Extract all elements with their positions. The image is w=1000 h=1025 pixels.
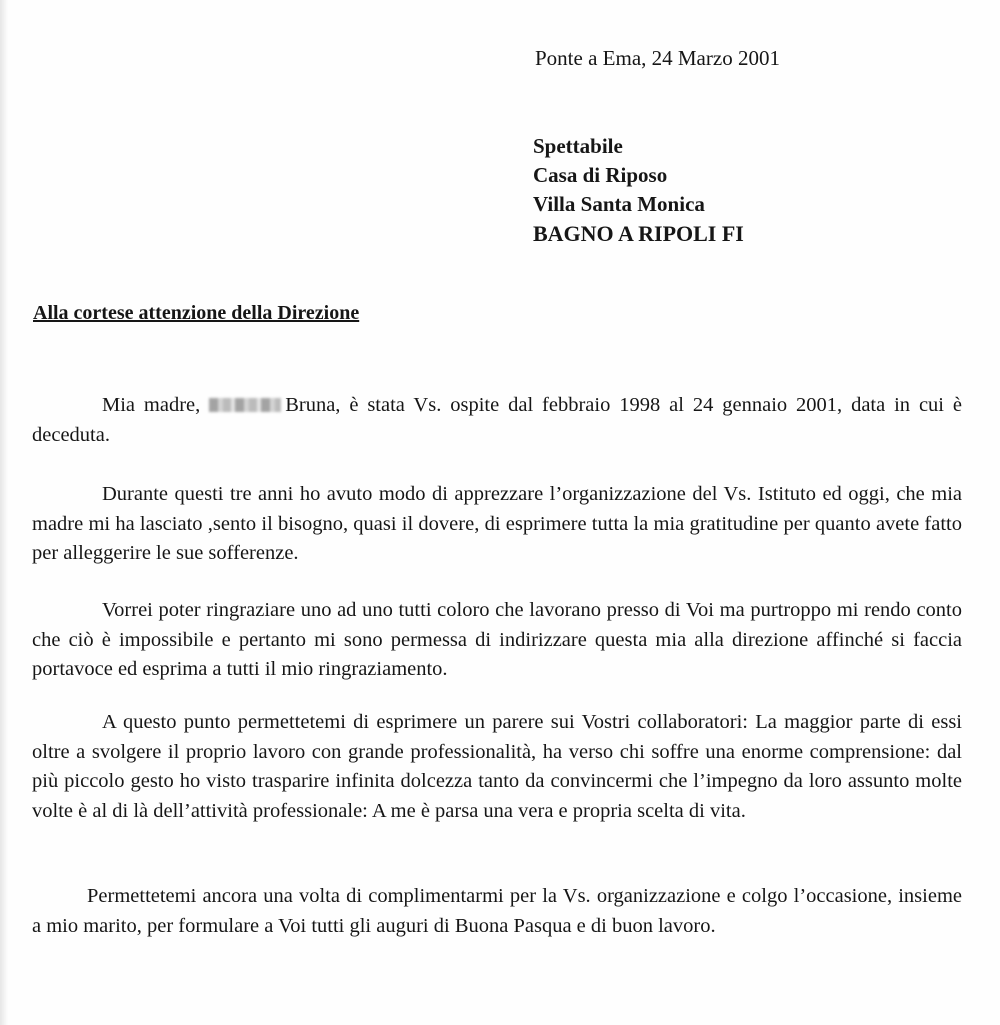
letter-date: Ponte a Ema, 24 Marzo 2001 — [535, 46, 780, 70]
redacted-surname — [209, 398, 281, 412]
paragraph-1 — [32, 391, 962, 450]
recipient-line-1: Spettabile — [533, 134, 623, 158]
recipient-line-4: BAGNO A RIPOLI FI — [533, 221, 744, 246]
recipient-address — [533, 132, 744, 248]
recipient-line-3: Villa Santa Monica — [533, 192, 705, 216]
paragraph-3: Vorrei poter ringraziare uno ad uno tutti coloro che lavorano presso di Voi ma purtroppo mi rendo conto che ciò è impossibile e pertanto mi sono permessa di indirizzare questa mia alla direzione affinché si faccia portavoce ed esprima a tutti il mio ringraziamento. — [32, 599, 962, 680]
recipient-line-2: Casa di Riposo — [533, 163, 668, 187]
scan-edge-shadow — [0, 0, 8, 1025]
paragraph-1-start: Mia madre, — [102, 394, 201, 416]
paragraph-2: Durante questi tre anni ho avuto modo di apprezzare l’organizzazione del Vs. Istituto ed oggi, che mia madre mi ha lasciato ,sento il bisogno, quasi il dovere, di esprimere tutta la mia gratitudine per quanto avete fatto per alleggerire le sue sofferenze. — [32, 483, 962, 564]
attention-line: Alla cortese attenzione della Direzione — [33, 302, 360, 324]
paragraph-5: Permettetemi ancora una volta di complimentarmi per la Vs. organizzazione e colgo l’occasione, insieme a mio marito, per formulare a Voi tutti gli auguri di Buona Pasqua e di buon lavoro. — [32, 885, 962, 937]
paragraph-1-end: Bruna, è stata Vs. ospite dal febbraio 1998 al 24 gennaio 2001, data in cui è deceduta. — [32, 394, 963, 446]
paragraph-4: A questo punto permettetemi di esprimere un parere sui Vostri collaboratori: La maggior parte di essi oltre a svolgere il proprio lavoro con grande professionalità, ha verso chi soffre una enorme comprensione: dal più piccolo gesto ho visto trasparire infinita dolcezza tanto da convincermi che l’impegno da loro assunto molte volte è al di là dell’attività professionale: A me è parsa una vera e propria scelta di vita. — [32, 711, 962, 822]
